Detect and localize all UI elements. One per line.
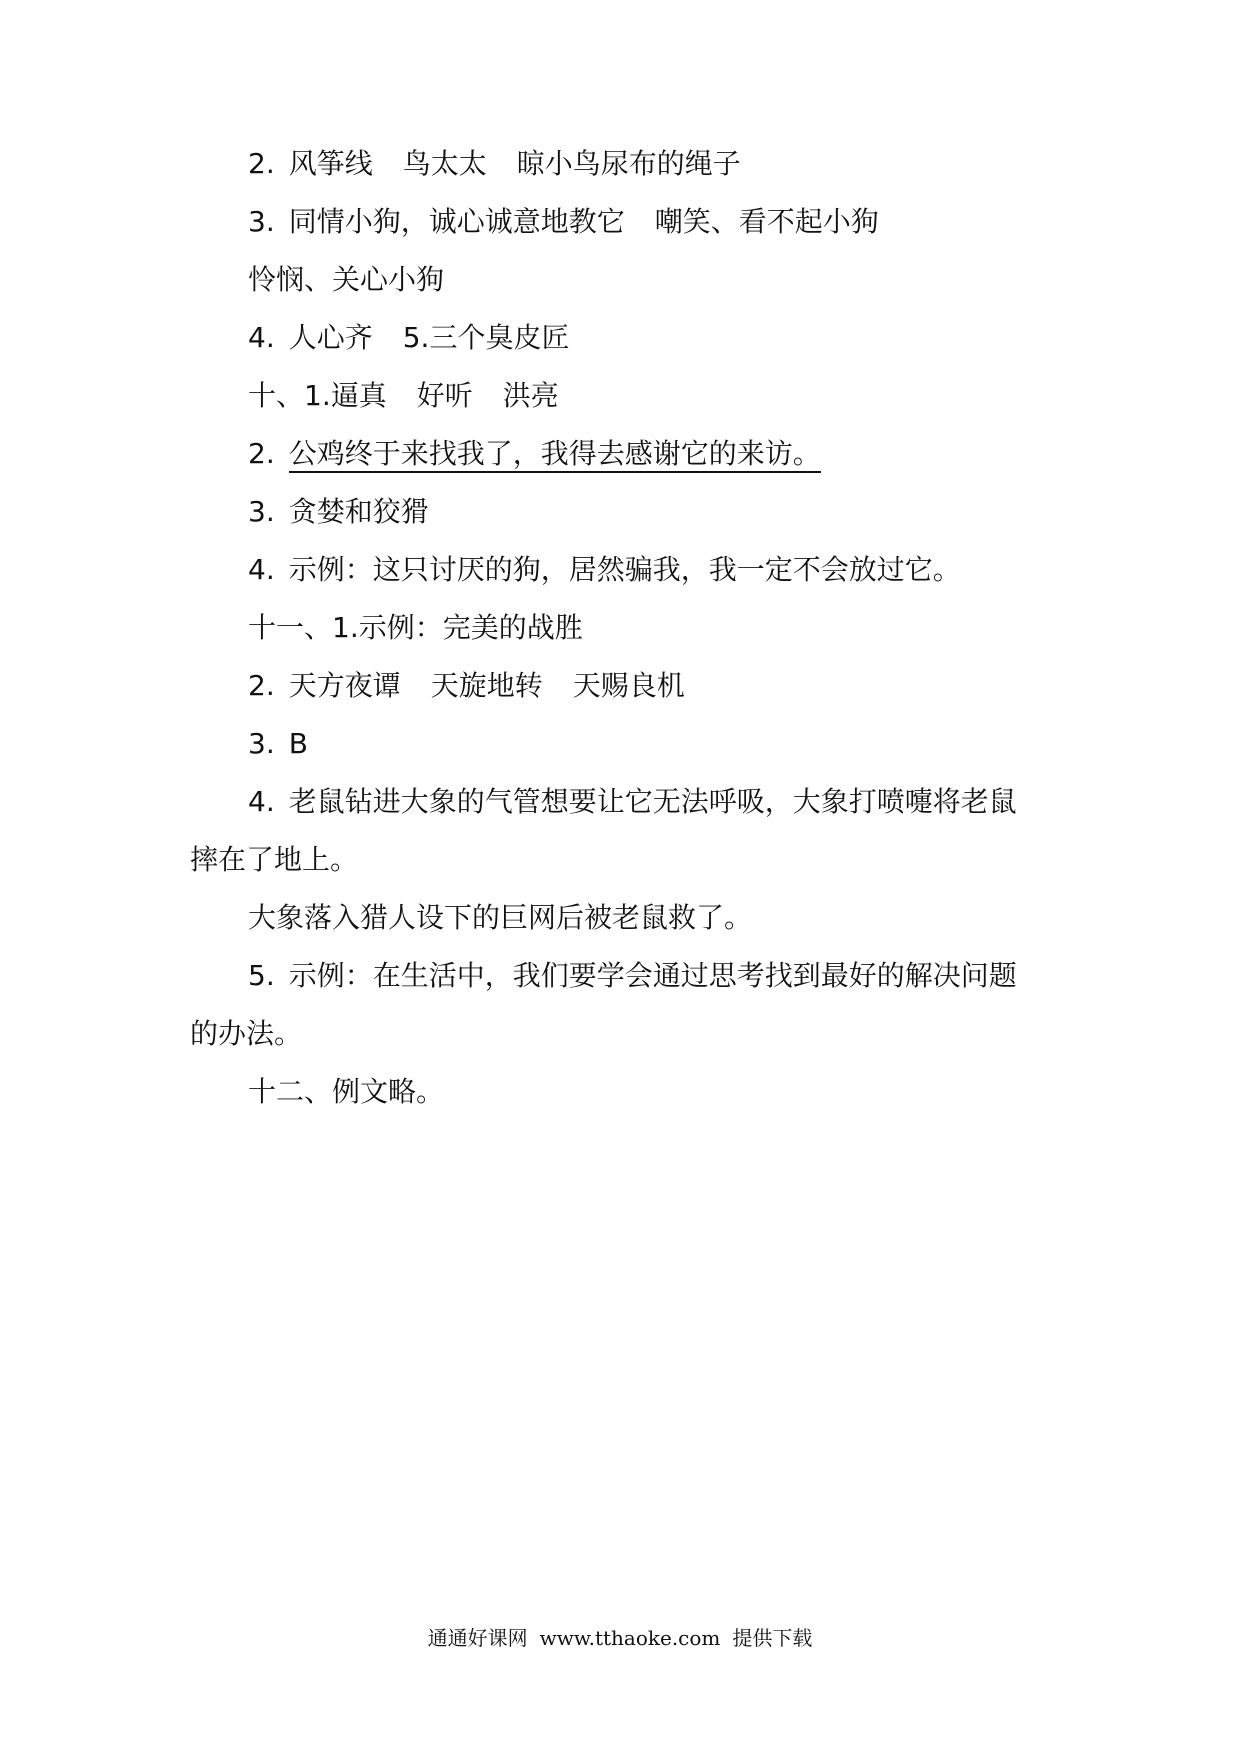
page-footer — [0, 1622, 1240, 1651]
answer-text: 鸟太太 — [402, 147, 487, 180]
answer-text: 怜悯、关心小狗 — [248, 263, 445, 296]
item-number: 2. — [248, 147, 275, 180]
underlined-answer: 公鸡终于来找我了，我得去感谢它的来访。 — [289, 437, 821, 473]
answer-text: 嘲笑、看不起小狗 — [654, 205, 879, 238]
item-number: 3. — [248, 495, 275, 528]
answer-text: 5.三个臭皮匠 — [402, 321, 570, 354]
answer-line — [248, 494, 429, 530]
answer-text: 示例：在生活中，我们要学会通过思考找到最好的解决问题 — [288, 959, 1017, 992]
answer-text: 天旋地转 — [430, 669, 543, 702]
answer-text: 好听 — [416, 379, 473, 412]
answer-line — [190, 842, 358, 878]
answer-line — [248, 668, 685, 704]
answer-text: 十一、1.示例：完美的战胜 — [248, 611, 583, 644]
item-number: 2. — [248, 669, 275, 702]
answer-text: 十二、例文略。 — [248, 1075, 445, 1108]
section-heading — [248, 610, 583, 646]
answer-text: 同情小狗，诚心诚意地教它 — [288, 205, 625, 238]
answer-text: 风筝线 — [288, 147, 373, 180]
answer-text: 摔在了地上。 — [190, 843, 359, 876]
item-number: 5. — [248, 959, 275, 992]
footer-note: 提供下载 — [732, 1626, 813, 1650]
answer-text: 洪亮 — [502, 379, 559, 412]
answer-line — [248, 320, 569, 356]
answer-line — [190, 1016, 302, 1052]
answer-text: 十、1.逼真 — [248, 379, 387, 412]
answer-text: 大象落入猎人设下的巨网后被老鼠救了。 — [248, 901, 753, 934]
item-number: 4. — [248, 785, 275, 818]
answer-text: 晾小鸟尿布的绳子 — [516, 147, 741, 180]
answer-text: 的办法。 — [190, 1017, 303, 1050]
answer-line — [248, 784, 1017, 820]
answer-text: 示例：这只讨厌的狗，居然骗我，我一定不会放过它。 — [288, 553, 961, 586]
answer-line — [248, 726, 308, 762]
item-number: 2. — [248, 437, 275, 470]
footer-url[interactable]: www.tthaoke.com — [539, 1626, 721, 1650]
answer-text: 天方夜谭 — [288, 669, 401, 702]
answer-text: 天赐良机 — [572, 669, 685, 702]
answer-text: B — [288, 727, 308, 760]
answer-line — [248, 146, 741, 182]
item-number: 4. — [248, 321, 275, 354]
answer-line — [248, 262, 444, 298]
answer-text: 老鼠钻进大象的气管想要让它无法呼吸，大象打喷嚏将老鼠 — [288, 785, 1017, 818]
section-heading — [248, 378, 559, 414]
item-number: 3. — [248, 205, 275, 238]
footer-site-name: 通通好课网 — [427, 1626, 528, 1650]
section-heading — [248, 1074, 444, 1110]
answer-line — [248, 204, 879, 240]
answer-text: 人心齐 — [288, 321, 373, 354]
answer-line — [248, 436, 821, 472]
answer-line — [248, 958, 1017, 994]
item-number: 3. — [248, 727, 275, 760]
item-number: 4. — [248, 553, 275, 586]
answer-line — [248, 900, 752, 936]
answer-line — [248, 552, 961, 588]
answer-text: 贪婪和狡猾 — [288, 495, 429, 528]
